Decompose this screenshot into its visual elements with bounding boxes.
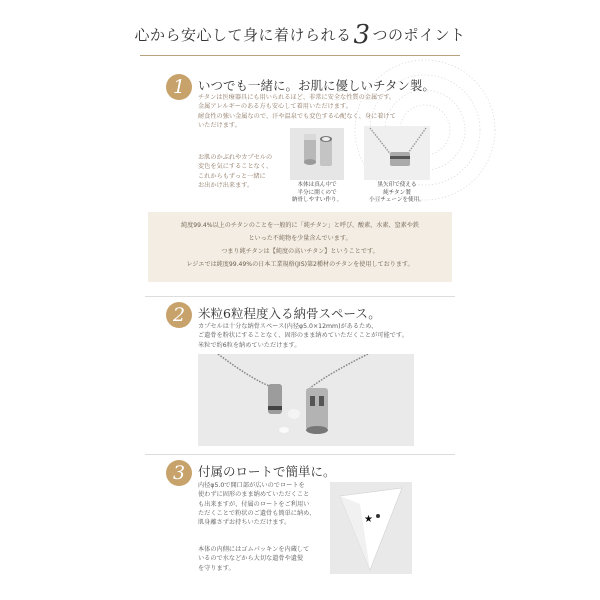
title-suffix: つのポイント: [372, 26, 466, 44]
section1-line: チタンは医療器具にも用いられるほど、非常に安全な性質の金属です。: [198, 94, 396, 101]
section3-line: ただくことで粉状のご遺骨も簡単に納め、: [198, 509, 316, 517]
chain-photo: [364, 126, 430, 180]
funnel-photo: [330, 482, 412, 574]
section1-paragraph: [198, 93, 448, 130]
caption-line: 半分に開くので: [297, 189, 337, 196]
section2-line: ご遺骨を粉状にすることなく、固形のまま納めていただくことが可能です。: [198, 332, 408, 340]
section1-sub-line: 変色を気にすることなく、: [198, 163, 273, 171]
star-mark-icon: ★: [364, 514, 373, 525]
section1-sub-paragraph: [198, 153, 288, 190]
section3-line: も出来ますが、付属のロートをご利用い: [198, 500, 310, 508]
title-number: 3: [353, 20, 371, 50]
page-header: [0, 0, 600, 66]
section2-number-badge: 2: [166, 302, 192, 328]
caption-line: 黒矢印で使える: [377, 182, 417, 188]
titanium-note-box: [148, 212, 452, 282]
section2-paragraph: [198, 322, 458, 350]
section1-line: いただけます。: [198, 121, 241, 129]
section2-title: 米粒6粒程度入る納骨スペース。: [198, 306, 381, 321]
section3-number-badge: 3: [166, 460, 192, 486]
caption-line: 本体は真ん中で: [297, 182, 337, 188]
section1-sub-line: お肌のかぶれやカプセルの: [198, 154, 273, 161]
section1-title: いつでも一緒に。お肌に優しいチタン製。: [198, 78, 435, 93]
section1-sub-line: お出かけ出来ます。: [198, 181, 254, 189]
section3-sub-line: いるので水などから大切な遺骨や遺髪: [198, 555, 304, 563]
caption-line: 純チタン製: [383, 189, 411, 196]
section3-title: 付属のロートで簡単に。: [198, 464, 336, 479]
note-line: つまり純チタンは【純度の高いチタン】ということです。: [221, 248, 379, 255]
caption-line: 小豆チェーンを使用。: [369, 197, 425, 204]
section3-line: 肌身離さずお持ちいただけます。: [198, 519, 291, 527]
capsule-rice-photo: [198, 354, 414, 446]
capsule-open-photo: [290, 128, 344, 180]
section3-sub-line: 本体の内側にはゴムパッキンを内蔵して: [198, 546, 310, 553]
section3-paragraph: [198, 481, 328, 527]
capsule-open-caption: [288, 182, 346, 205]
title-prefix: 心から安心して身に着けられる: [134, 26, 352, 44]
section1-sub-line: これからもずっと一緒に: [198, 172, 266, 180]
chain-caption: [362, 182, 432, 205]
section3-line: 使わずに固形のまま納めていただくこと: [198, 491, 310, 499]
section1-number-badge: 1: [166, 74, 192, 100]
section3-sub-line: を守ります。: [198, 564, 235, 572]
section2-line: カプセルは十分な納骨スペース(内径φ5.0×12mm)があるため、: [198, 323, 378, 330]
note-line: といった不純物を少量含んでいます。: [248, 235, 352, 242]
note-line: レジエでは純度99.49%の日本工業規格(JIS)第2種材のチタンを使用しております。: [186, 261, 414, 268]
section3-sub-paragraph: [198, 545, 328, 573]
caption-line: 納骨しやすい作り。: [291, 197, 343, 204]
page-title: [0, 20, 600, 50]
section-divider: [145, 454, 455, 455]
note-line: 純度99.4%以上のチタンのことを一般的に「純チタン」と呼び、酸素、水素、窒素や鉄: [181, 222, 419, 229]
section1-line: 金属アレルギーのある方も安心して着用いただけます。: [198, 103, 352, 111]
section2-line: 米粒で約6粒を納めていただけます。: [198, 341, 301, 349]
section1-line: 耐食性の強い金属なので、汗や温泉でも変色する心配なく、身に着けて: [198, 112, 396, 120]
section3-line: 内径φ5.0で開口部が広いのでロートを: [198, 482, 305, 489]
section-divider: [145, 296, 455, 297]
